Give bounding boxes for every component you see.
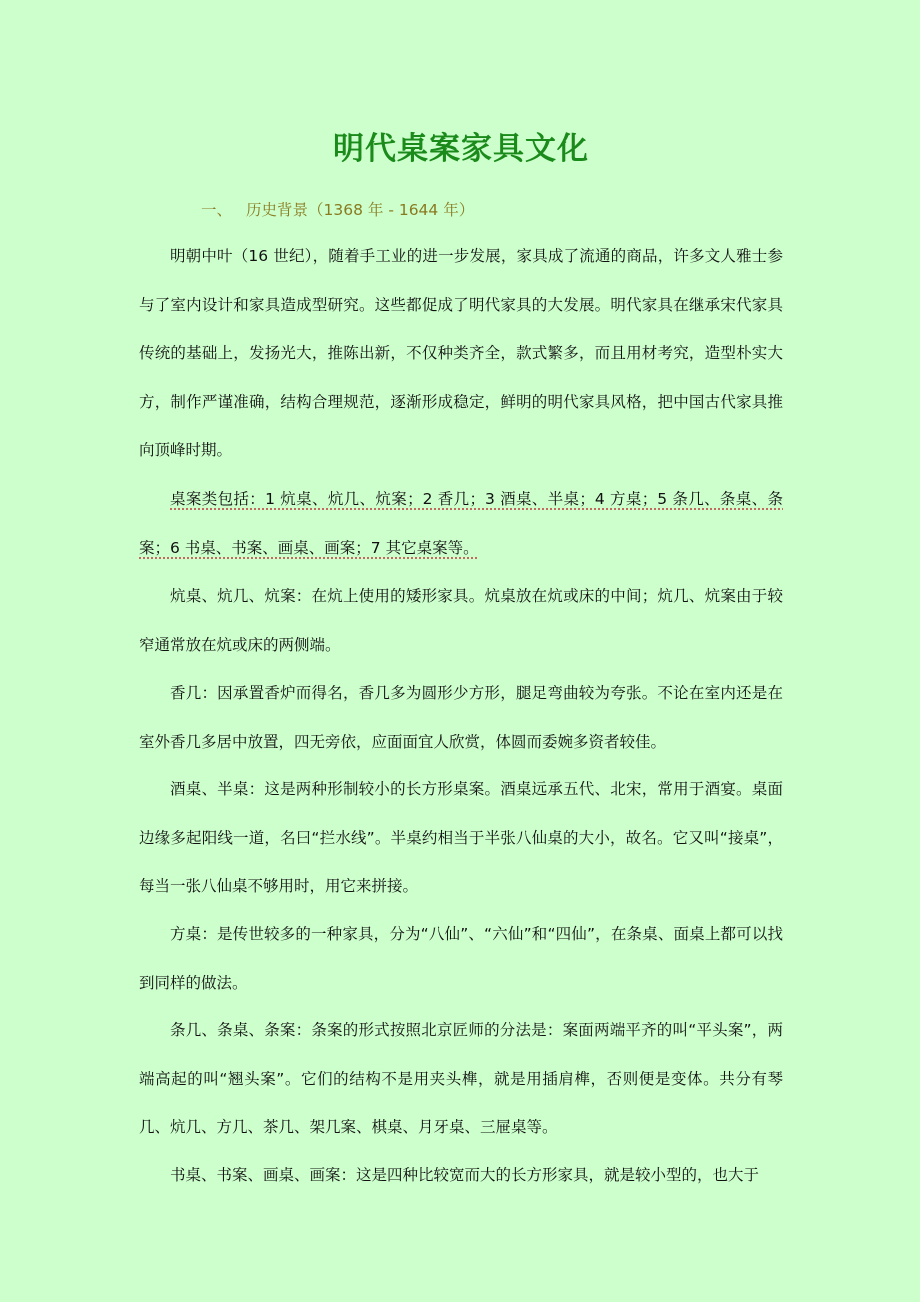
paragraph-square-table: 方桌：是传世较多的一种家具，分为“八仙”、“六仙”和“四仙”，在条桌、面桌上都可以找到同样的做法。 <box>139 925 783 992</box>
paragraph-history: 明朝中叶（16 世纪），随着手工业的进一步发展，家具成了流通的商品，许多文人雅士参与了室内设计和家具造成型研究。这些都促成了明代家具的大发展。明代家具在继承宋代家具传统的基础上，发扬光大，推陈出新，不仅种类齐全，款式繁多，而且用材考究，造型朴实大方，制作严谨准确，结构合理规范，逐渐形成稳定，鲜明的明代家具风格，把中国古代家具推向顶峰时期。 <box>139 247 783 459</box>
section-number: 一、 <box>201 201 233 219</box>
section-heading <box>201 198 474 222</box>
section-heading-text: 历史背景（1368 年 - 1644 年） <box>246 201 475 219</box>
paragraph-wine-table: 酒桌、半桌：这是两种形制较小的长方形桌案。酒桌远承五代、北宋，常用于酒宴。桌面边缘多起阳线一道，名曰“拦水线”。半桌约相当于半张八仙桌的大小，故名。它又叫“接桌”，每当一张八仙桌不够用时，用它来拼接。 <box>139 780 783 895</box>
paragraph-writing-desk: 书桌、书案、画桌、画案：这是四种比较宽而大的长方形家具，就是较小型的，也大于 <box>170 1166 760 1184</box>
paragraph-long-table: 条几、条桌、条案：条案的形式按照北京匠师的分法是：案面两端平齐的叫“平头案”，两端高起的叫“翘头案”。它们的结构不是用夹头榫，就是用插肩榫，否则便是变体。共分有琴几、炕几、方几、茶几、架几案、棋桌、月牙桌、三屉桌等。 <box>139 1021 783 1136</box>
categories-text: 桌案类包括：1 炕桌、炕几、炕案；2 香几；3 酒桌、半桌；4 方桌；5 条几、条桌、条案；6 书桌、书案、画桌、画案；7 其它桌案等。 <box>139 490 783 557</box>
paragraph-incense-stand: 香几：因承置香炉而得名，香几多为圆形少方形，腿足弯曲较为夸张。不论在室内还是在室外香几多居中放置，四无旁依，应面面宜人欣赏，体圆而委婉多资者较佳。 <box>139 684 783 751</box>
paragraph-kang-table: 炕桌、炕几、炕案：在炕上使用的矮形家具。炕桌放在炕或床的中间；炕几、炕案由于较窄通常放在炕或床的两侧端。 <box>139 587 783 654</box>
document-title: 明代桌案家具文化 <box>333 131 589 167</box>
paragraph-categories <box>139 475 783 572</box>
